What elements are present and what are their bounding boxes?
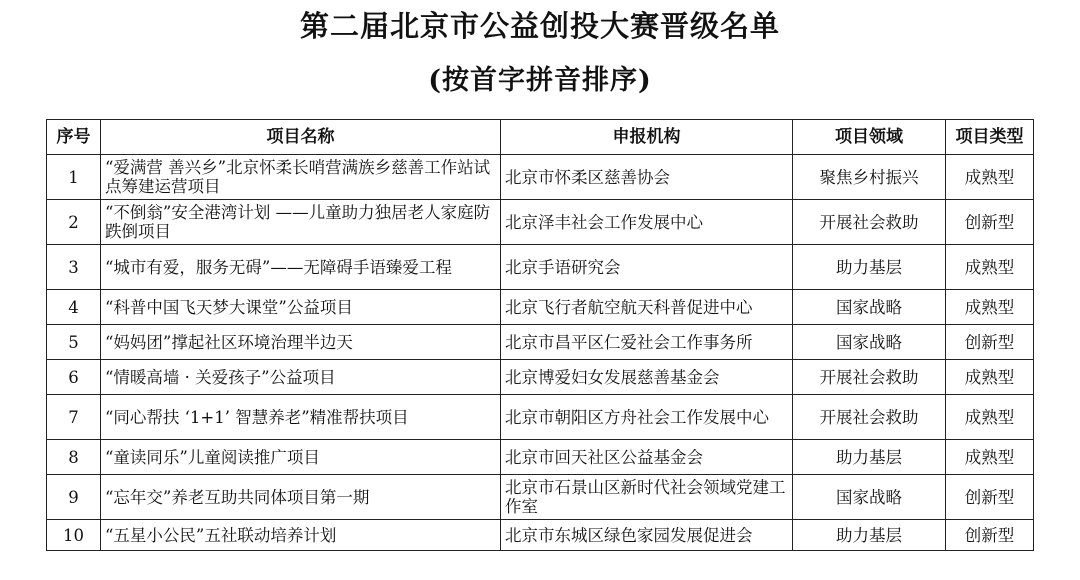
table-row bbox=[47, 360, 1034, 395]
row-project-type: 成熟型 bbox=[946, 360, 1034, 395]
row-project-type: 创新型 bbox=[946, 200, 1034, 245]
table-row bbox=[47, 325, 1034, 360]
table-row bbox=[47, 520, 1034, 551]
row-project-name: “爱满营 善兴乡”北京怀柔长哨营满族乡慈善工作站试点筹建运营项目 bbox=[101, 155, 501, 200]
table-row bbox=[47, 200, 1034, 245]
row-seq: 7 bbox=[47, 395, 101, 440]
row-seq: 4 bbox=[47, 290, 101, 325]
row-applicant-org: 北京市东城区绿色家园发展促进会 bbox=[501, 520, 793, 551]
row-seq: 8 bbox=[47, 440, 101, 475]
table-header-row bbox=[47, 120, 1034, 155]
header-applicant-org: 申报机构 bbox=[501, 120, 793, 155]
row-seq: 6 bbox=[47, 360, 101, 395]
row-project-area: 开展社会救助 bbox=[793, 395, 946, 440]
row-applicant-org: 北京市石景山区新时代社会领域党建工作室 bbox=[501, 475, 793, 520]
row-project-name: “忘年交”养老互助共同体项目第一期 bbox=[101, 475, 501, 520]
table-row bbox=[47, 475, 1034, 520]
row-applicant-org: 北京手语研究会 bbox=[501, 245, 793, 290]
row-project-type: 成熟型 bbox=[946, 155, 1034, 200]
row-applicant-org: 北京泽丰社会工作发展中心 bbox=[501, 200, 793, 245]
row-applicant-org: 北京飞行者航空航天科普促进中心 bbox=[501, 290, 793, 325]
row-project-area: 助力基层 bbox=[793, 520, 946, 551]
row-project-area: 助力基层 bbox=[793, 440, 946, 475]
row-project-area: 国家战略 bbox=[793, 475, 946, 520]
row-project-name: “童读同乐”儿童阅读推广项目 bbox=[101, 440, 501, 475]
header-project-name: 项目名称 bbox=[101, 120, 501, 155]
row-project-name: “同心帮扶 ‘1+1’ 智慧养老”精准帮扶项目 bbox=[101, 395, 501, 440]
row-project-type: 成熟型 bbox=[946, 395, 1034, 440]
row-seq: 1 bbox=[47, 155, 101, 200]
row-applicant-org: 北京市朝阳区方舟社会工作发展中心 bbox=[501, 395, 793, 440]
document-title: 第二届北京市公益创投大赛晋级名单 bbox=[299, 9, 780, 43]
row-project-type: 创新型 bbox=[946, 325, 1034, 360]
row-project-name: “五星小公民”五社联动培养计划 bbox=[101, 520, 501, 551]
header-seq: 序号 bbox=[47, 120, 101, 155]
row-project-area: 国家战略 bbox=[793, 290, 946, 325]
table-row bbox=[47, 245, 1034, 290]
row-project-type: 成熟型 bbox=[946, 245, 1034, 290]
table-row bbox=[47, 155, 1034, 200]
row-applicant-org: 北京市回天社区公益基金会 bbox=[501, 440, 793, 475]
row-applicant-org: 北京博爱妇女发展慈善基金会 bbox=[501, 360, 793, 395]
promotion-list-table bbox=[46, 119, 1034, 551]
row-seq: 3 bbox=[47, 245, 101, 290]
row-project-name: “城市有爱，服务无碍”——无障碍手语臻爱工程 bbox=[101, 245, 501, 290]
header-project-area: 项目领域 bbox=[793, 120, 946, 155]
row-project-area: 聚焦乡村振兴 bbox=[793, 155, 946, 200]
row-project-name: “妈妈团”撑起社区环境治理半边天 bbox=[101, 325, 501, 360]
row-project-type: 成熟型 bbox=[946, 290, 1034, 325]
row-applicant-org: 北京市怀柔区慈善协会 bbox=[501, 155, 793, 200]
row-project-area: 国家战略 bbox=[793, 325, 946, 360]
row-project-type: 成熟型 bbox=[946, 440, 1034, 475]
header-project-type: 项目类型 bbox=[946, 120, 1034, 155]
row-seq: 9 bbox=[47, 475, 101, 520]
row-project-type: 创新型 bbox=[946, 520, 1034, 551]
row-applicant-org: 北京市昌平区仁爱社会工作事务所 bbox=[501, 325, 793, 360]
row-project-area: 开展社会救助 bbox=[793, 360, 946, 395]
row-project-name: “不倒翁”安全港湾计划 ——儿童助力独居老人家庭防跌倒项目 bbox=[101, 200, 501, 245]
row-seq: 10 bbox=[47, 520, 101, 551]
document-subtitle: (按首字拼音排序) bbox=[428, 65, 652, 96]
row-project-area: 助力基层 bbox=[793, 245, 946, 290]
table-row bbox=[47, 440, 1034, 475]
table-row bbox=[47, 395, 1034, 440]
row-project-type: 创新型 bbox=[946, 475, 1034, 520]
row-project-name: “科普中国飞天梦大课堂”公益项目 bbox=[101, 290, 501, 325]
row-seq: 5 bbox=[47, 325, 101, 360]
table-row bbox=[47, 290, 1034, 325]
row-seq: 2 bbox=[47, 200, 101, 245]
row-project-area: 开展社会救助 bbox=[793, 200, 946, 245]
row-project-name: “情暖高墙 · 关爱孩子”公益项目 bbox=[101, 360, 501, 395]
